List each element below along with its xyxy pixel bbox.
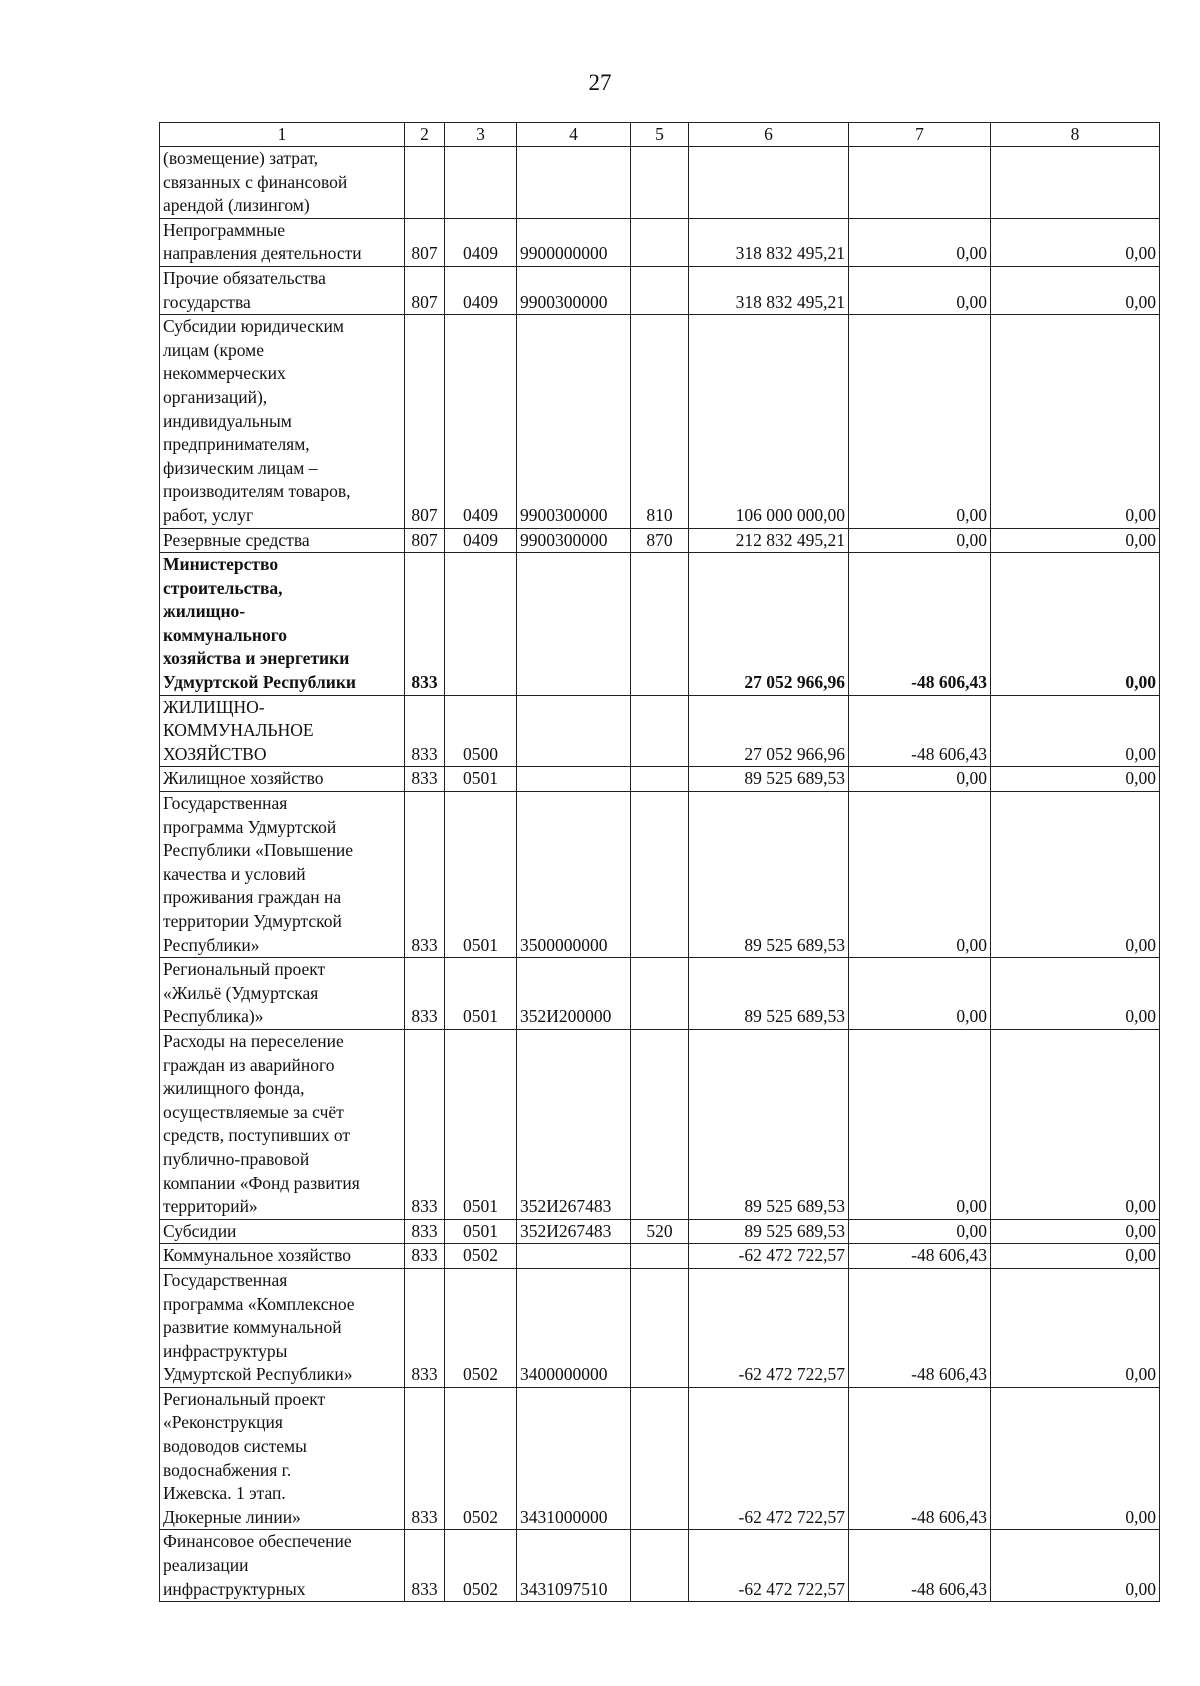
table-row	[160, 1029, 1160, 1219]
row-amount-8-cell: 0,00	[991, 1029, 1160, 1219]
row-code-3-cell: 0501	[445, 792, 517, 958]
row-code-4-cell: 352И267483	[517, 1219, 631, 1244]
row-code-4-cell	[517, 553, 631, 696]
row-amount-7-cell: 0,00	[849, 958, 991, 1030]
row-code-4-cell	[517, 695, 631, 767]
row-code-2-cell: 833	[405, 1244, 445, 1269]
row-code-2-cell: 833	[405, 695, 445, 767]
row-amount-7-cell: 0,00	[849, 528, 991, 553]
row-code-5-cell	[631, 1029, 689, 1219]
row-code-5-cell: 520	[631, 1219, 689, 1244]
row-code-3-cell: 0502	[445, 1530, 517, 1602]
row-name-cell: (возмещение) затрат, связанных с финансовой арендой (лизингом)	[160, 147, 405, 219]
row-amount-8-cell: 0,00	[991, 958, 1160, 1030]
row-code-3-cell	[445, 553, 517, 696]
row-amount-8-cell	[991, 147, 1160, 219]
table-row	[160, 1268, 1160, 1387]
row-code-2-cell: 833	[405, 1530, 445, 1602]
row-code-2-cell: 807	[405, 528, 445, 553]
row-amount-7-cell: -48 606,43	[849, 1244, 991, 1269]
table-row	[160, 218, 1160, 266]
row-amount-8-cell: 0,00	[991, 553, 1160, 696]
header-cell-6: 6	[689, 123, 849, 147]
row-amount-7-cell: 0,00	[849, 767, 991, 792]
table-row	[160, 1244, 1160, 1269]
row-code-2-cell: 833	[405, 1268, 445, 1387]
row-code-2-cell: 833	[405, 958, 445, 1030]
row-code-4-cell: 3400000000	[517, 1268, 631, 1387]
table-row	[160, 147, 1160, 219]
row-amount-7-cell: 0,00	[849, 792, 991, 958]
row-code-3-cell: 0502	[445, 1268, 517, 1387]
row-code-4-cell: 3431097510	[517, 1530, 631, 1602]
row-code-2-cell: 833	[405, 767, 445, 792]
row-amount-7-cell: 0,00	[849, 1219, 991, 1244]
row-amount-8-cell: 0,00	[991, 218, 1160, 266]
row-name-cell: Расходы на переселение граждан из аварийного жилищного фонда, осуществляемые за счёт средств, поступивших от публично-правовой компании «Фонд развития территорий»	[160, 1029, 405, 1219]
row-name-cell: Прочие обязательства государства	[160, 266, 405, 314]
header-row	[160, 123, 1160, 147]
header-cell-8: 8	[991, 123, 1160, 147]
row-name-cell: Государственная программа «Комплексное развитие коммунальной инфраструктуры Удмуртской Республики»	[160, 1268, 405, 1387]
row-amount-6-cell: 318 832 495,21	[689, 218, 849, 266]
row-amount-7-cell: -48 606,43	[849, 1268, 991, 1387]
row-amount-6-cell: 27 052 966,96	[689, 695, 849, 767]
row-name-cell: Непрограммные направления деятельности	[160, 218, 405, 266]
row-amount-7-cell: -48 606,43	[849, 1387, 991, 1530]
row-code-2-cell: 833	[405, 1387, 445, 1530]
row-name-cell: Министерство строительства, жилищно- коммунального хозяйства и энергетики Удмуртской Республики	[160, 553, 405, 696]
row-code-4-cell	[517, 767, 631, 792]
row-amount-6-cell: 89 525 689,53	[689, 1219, 849, 1244]
row-code-5-cell	[631, 1268, 689, 1387]
row-code-2-cell: 833	[405, 1029, 445, 1219]
row-name-cell: Субсидии юридическим лицам (кроме некоммерческих организаций), индивидуальным предпринимателям, физическим лицам – производителям товаров, работ, услуг	[160, 315, 405, 528]
row-amount-7-cell: -48 606,43	[849, 1530, 991, 1602]
row-amount-6-cell: 106 000 000,00	[689, 315, 849, 528]
table-row	[160, 958, 1160, 1030]
row-amount-6-cell: 89 525 689,53	[689, 792, 849, 958]
row-code-5-cell: 810	[631, 315, 689, 528]
table-row	[160, 767, 1160, 792]
row-code-5-cell	[631, 695, 689, 767]
row-amount-6-cell: -62 472 722,57	[689, 1387, 849, 1530]
row-code-5-cell	[631, 1387, 689, 1530]
row-code-3-cell: 0501	[445, 1219, 517, 1244]
row-code-5-cell	[631, 266, 689, 314]
table-row	[160, 1387, 1160, 1530]
row-code-4-cell: 352И267483	[517, 1029, 631, 1219]
table-row	[160, 792, 1160, 958]
table-row	[160, 695, 1160, 767]
row-code-3-cell: 0501	[445, 767, 517, 792]
row-code-5-cell	[631, 553, 689, 696]
row-amount-8-cell: 0,00	[991, 792, 1160, 958]
row-code-2-cell: 833	[405, 792, 445, 958]
row-code-2-cell: 833	[405, 1219, 445, 1244]
row-amount-7-cell: 0,00	[849, 315, 991, 528]
header-cell-4: 4	[517, 123, 631, 147]
row-amount-6-cell: -62 472 722,57	[689, 1244, 849, 1269]
table-body	[160, 147, 1160, 1602]
row-amount-7-cell: -48 606,43	[849, 695, 991, 767]
row-amount-6-cell: 89 525 689,53	[689, 767, 849, 792]
row-amount-6-cell: 212 832 495,21	[689, 528, 849, 553]
row-code-5-cell	[631, 147, 689, 219]
row-amount-7-cell: -48 606,43	[849, 553, 991, 696]
row-name-cell: Финансовое обеспечение реализации инфраструктурных	[160, 1530, 405, 1602]
table-row	[160, 1219, 1160, 1244]
row-code-4-cell: 3431000000	[517, 1387, 631, 1530]
row-amount-7-cell	[849, 147, 991, 219]
row-name-cell: Резервные средства	[160, 528, 405, 553]
row-code-4-cell	[517, 147, 631, 219]
row-code-3-cell: 0500	[445, 695, 517, 767]
row-code-2-cell: 833	[405, 553, 445, 696]
row-code-4-cell: 9900000000	[517, 218, 631, 266]
row-code-3-cell: 0409	[445, 315, 517, 528]
row-amount-6-cell: -62 472 722,57	[689, 1530, 849, 1602]
row-amount-7-cell: 0,00	[849, 1029, 991, 1219]
row-amount-8-cell: 0,00	[991, 315, 1160, 528]
row-amount-8-cell: 0,00	[991, 1244, 1160, 1269]
row-name-cell: Государственная программа Удмуртской Республики «Повышение качества и условий проживания граждан на территории Удмуртской Республики»	[160, 792, 405, 958]
row-code-5-cell: 870	[631, 528, 689, 553]
header-cell-2: 2	[405, 123, 445, 147]
row-code-4-cell: 3500000000	[517, 792, 631, 958]
row-code-5-cell	[631, 1530, 689, 1602]
page-number: 27	[588, 70, 612, 95]
row-amount-8-cell: 0,00	[991, 1387, 1160, 1530]
row-name-cell: Региональный проект «Жильё (Удмуртская Республика)»	[160, 958, 405, 1030]
table-row	[160, 1530, 1160, 1602]
table-row	[160, 528, 1160, 553]
row-code-4-cell: 352И200000	[517, 958, 631, 1030]
row-code-4-cell	[517, 1244, 631, 1269]
row-code-5-cell	[631, 218, 689, 266]
row-code-3-cell	[445, 147, 517, 219]
row-amount-7-cell: 0,00	[849, 266, 991, 314]
table-row	[160, 553, 1160, 696]
row-amount-7-cell: 0,00	[849, 218, 991, 266]
row-amount-8-cell: 0,00	[991, 767, 1160, 792]
table-row	[160, 266, 1160, 314]
row-name-cell: Субсидии	[160, 1219, 405, 1244]
row-code-4-cell: 9900300000	[517, 315, 631, 528]
row-name-cell: Региональный проект «Реконструкция водоводов системы водоснабжения г. Ижевска. 1 этап. Дюкерные линии»	[160, 1387, 405, 1530]
row-code-3-cell: 0409	[445, 528, 517, 553]
row-amount-8-cell: 0,00	[991, 1219, 1160, 1244]
row-code-5-cell	[631, 792, 689, 958]
row-amount-6-cell: 89 525 689,53	[689, 958, 849, 1030]
row-code-3-cell: 0501	[445, 958, 517, 1030]
row-code-3-cell: 0502	[445, 1387, 517, 1530]
row-code-4-cell: 9900300000	[517, 528, 631, 553]
row-code-3-cell: 0502	[445, 1244, 517, 1269]
row-code-5-cell	[631, 767, 689, 792]
row-amount-6-cell: 89 525 689,53	[689, 1029, 849, 1219]
row-code-3-cell: 0409	[445, 266, 517, 314]
row-code-3-cell: 0501	[445, 1029, 517, 1219]
row-amount-8-cell: 0,00	[991, 1268, 1160, 1387]
budget-table	[159, 122, 1160, 1602]
row-name-cell: Жилищное хозяйство	[160, 767, 405, 792]
row-name-cell: Коммунальное хозяйство	[160, 1244, 405, 1269]
row-amount-8-cell: 0,00	[991, 1530, 1160, 1602]
row-code-2-cell: 807	[405, 266, 445, 314]
row-name-cell: ЖИЛИЩНО- КОММУНАЛЬНОЕ ХОЗЯЙСТВО	[160, 695, 405, 767]
header-cell-5: 5	[631, 123, 689, 147]
row-code-5-cell	[631, 958, 689, 1030]
row-code-5-cell	[631, 1244, 689, 1269]
row-code-2-cell	[405, 147, 445, 219]
row-amount-6-cell: 318 832 495,21	[689, 266, 849, 314]
row-amount-8-cell: 0,00	[991, 695, 1160, 767]
table-row	[160, 315, 1160, 528]
row-amount-6-cell	[689, 147, 849, 219]
row-amount-8-cell: 0,00	[991, 266, 1160, 314]
row-amount-6-cell: 27 052 966,96	[689, 553, 849, 696]
row-amount-6-cell: -62 472 722,57	[689, 1268, 849, 1387]
row-code-4-cell: 9900300000	[517, 266, 631, 314]
header-cell-1: 1	[160, 123, 405, 147]
row-code-3-cell: 0409	[445, 218, 517, 266]
row-code-2-cell: 807	[405, 218, 445, 266]
header-cell-3: 3	[445, 123, 517, 147]
row-code-2-cell: 807	[405, 315, 445, 528]
header-cell-7: 7	[849, 123, 991, 147]
row-amount-8-cell: 0,00	[991, 528, 1160, 553]
